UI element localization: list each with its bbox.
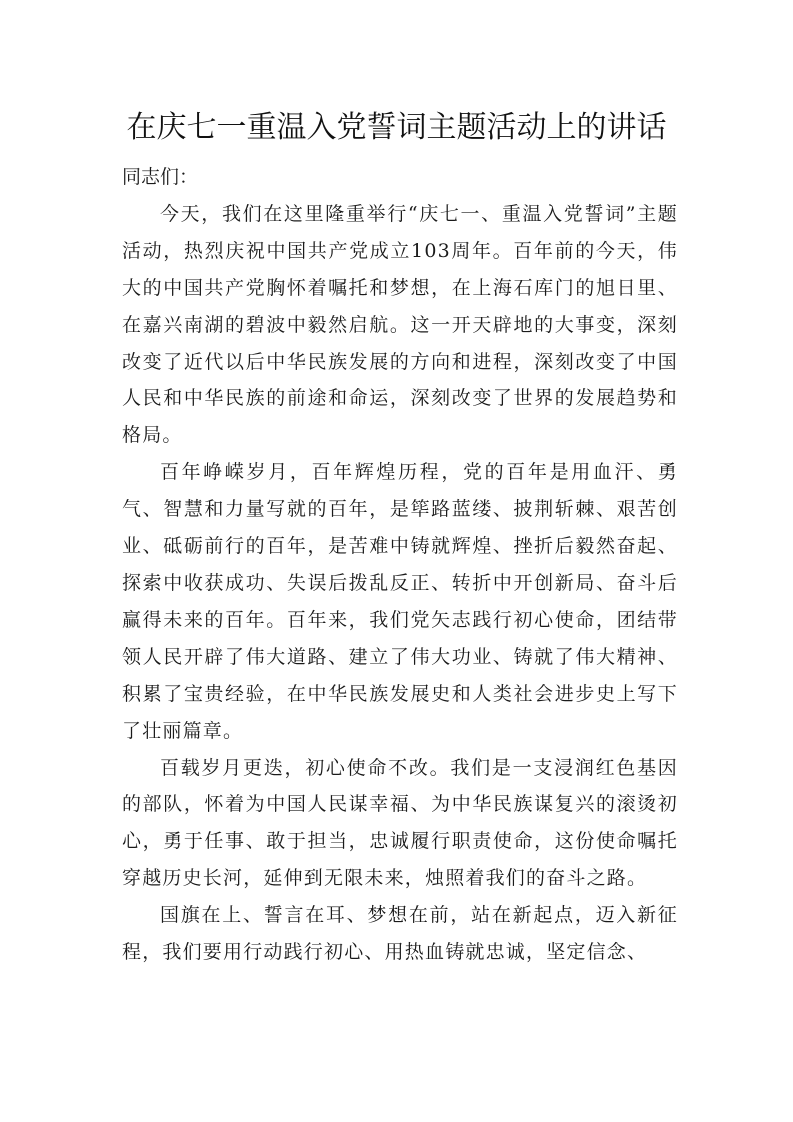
paragraph-1: 今天，我们在这里隆重举行“庆七一、重温入党誓词”主题活动，热烈庆祝中国共产党成立103周年。百年前的今天，伟大的中国共产党胸怀着嘱托和梦想，在上海石库门的旭日里、在嘉兴南湖的碧波中毅然启航。这一开天辟地的大事变，深刻改变了近代以后中华民族发展的方向和进程，深刻改变了中国人民和中华民族的前途和命运，深刻改变了世界的发展趋势和格局。 (122, 202, 678, 447)
salutation: 同志们： (122, 166, 199, 188)
paragraph-2: 百年峥嵘岁月，百年辉煌历程，党的百年是用血汗、勇气、智慧和力量写就的百年，是筚路蓝缕、披荆斩棘、艰苦创业、砥砺前行的百年，是苦难中铸就辉煌、挫折后毅然奋起、探索中收获成功、失误后拨乱反正、转折中开创新局、奋斗后赢得未来的百年。百年来，我们党矢志践行初心使命，团结带领人民开辟了伟大道路、建立了伟大功业、铸就了伟大精神、积累了宝贵经验，在中华民族发展史和人类社会进步史上写下了壮丽篇章。 (122, 461, 678, 742)
document-body (122, 159, 678, 971)
document-title: 在庆七一重温入党誓词主题活动上的讲话 (126, 110, 667, 145)
paragraph-3: 百载岁月更迭，初心使命不改。我们是一支浸润红色基因的部队，怀着为中国人民谋幸福、为中华民族谋复兴的滚烫初心，勇于任事、敢于担当，忠诚履行职责使命，这份使命嘱托穿越历史长河，延伸到无限未来，烛照着我们的奋斗之路。 (122, 756, 678, 890)
paragraph-4: 国旗在上、誓言在耳、梦想在前，站在新起点，迈入新征程，我们要用行动践行初心、用热血铸就忠诚，坚定信念、 (122, 904, 678, 964)
